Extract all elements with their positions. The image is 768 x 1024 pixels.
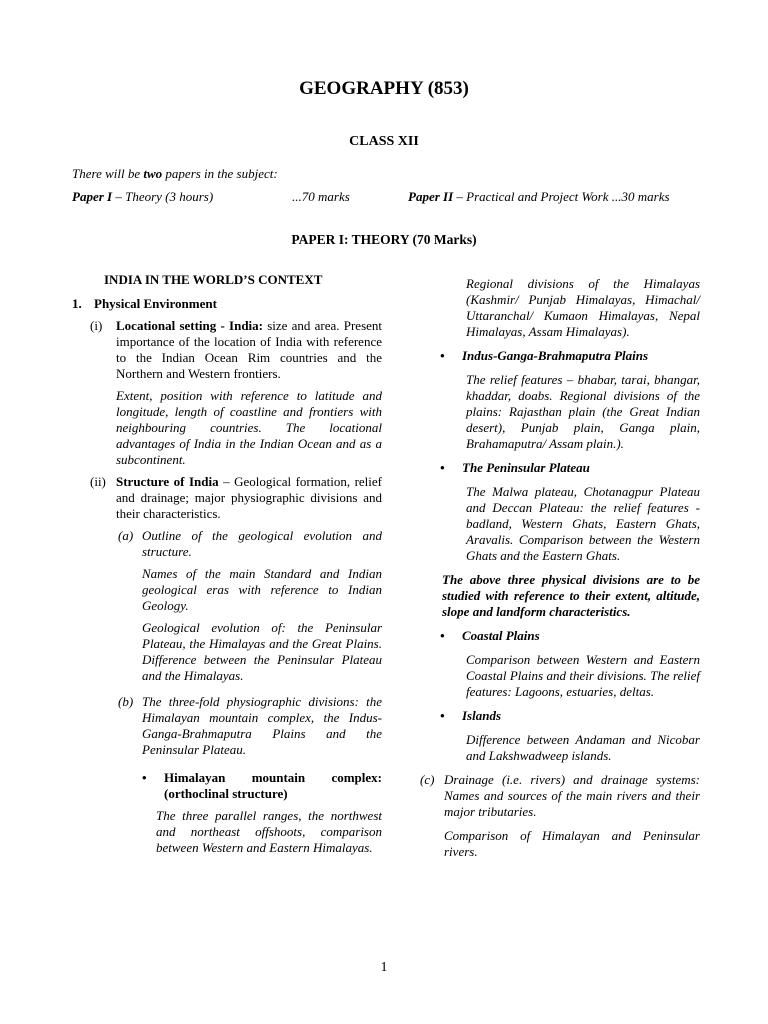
peninsular-text: The Malwa plateau, Chotanagpur Plateau and Deccan Plateau: the relief features - badland, Western Ghats, Eastern Ghats, Aravalis. Comparison between the Western Ghats and the Eastern Ghats. [466, 484, 700, 563]
locational-detail: Extent, position with reference to latitude and longitude, length of coastline and frontiers with neighbouring countries. The locational advantages of India in the Indian Ocean and as a subcontinent. [116, 388, 382, 467]
paper1-info [72, 189, 213, 205]
paper2-label: Paper II [408, 189, 454, 204]
paper2-info [408, 189, 670, 205]
intro-post: papers in the subject: [162, 166, 278, 181]
bullet-islands [440, 708, 700, 724]
class-heading: CLASS XII [349, 134, 419, 149]
bullet-icon: • [440, 460, 445, 475]
bullet-icon: • [440, 628, 445, 643]
bullet-icon: • [440, 348, 445, 363]
bullet-coastal [440, 628, 700, 644]
structure-label: Structure of India [116, 474, 219, 489]
item-number: 1. [72, 296, 82, 311]
roman-numeral: (i) [90, 318, 103, 333]
bullet-icon: • [142, 770, 147, 785]
bullet-indus [440, 348, 700, 364]
subitem-structure [90, 474, 382, 528]
bullet-label: Islands [462, 708, 502, 723]
subitem-locational-setting [90, 318, 382, 474]
bullet-himalayan [142, 770, 382, 802]
left-column [72, 272, 382, 862]
page-number: 1 [380, 960, 388, 975]
coastal-text: Comparison between Western and Eastern Coastal Plains and their divisions. The relief features: Lagoons, estuaries, deltas. [466, 652, 700, 699]
locational-body: size and area. Present importance of the location of India with reference to the Indian Ocean Rim countries and the Northern and Western frontiers. [116, 318, 383, 381]
bullet-label: Indus-Ganga-Brahmaputra Plains [462, 348, 649, 363]
section-title: INDIA IN THE WORLD’S CONTEXT [104, 272, 323, 287]
bullet-icon: • [440, 708, 445, 723]
structure-body: – Geological formation, relief and drainage; major physiographic divisions and their characteristics. [116, 474, 382, 521]
point-b-text: The three-fold physiographic divisions: the Himalayan mountain complex, the Indus-Ganga-Brahmaputra Plains and the Peninsular Plateau. [142, 694, 382, 757]
roman-numeral: (ii) [90, 474, 106, 489]
paper1-marks: ...70 marks [292, 189, 350, 204]
bullet-label: The Peninsular Plateau [462, 460, 590, 475]
himalayan-text: The three parallel ranges, the northwest and northeast offshoots, comparison between Western and Eastern Himalayas. [156, 808, 382, 855]
point-c-text: Drainage (i.e. rivers) and drainage systems: Names and sources of the main rivers and their major tributaries. [444, 772, 700, 819]
paper1-label: Paper I [72, 189, 113, 204]
point-a-text: Outline of the geological evolution and structure. [142, 528, 382, 559]
papers-intro [72, 166, 278, 182]
paper1-text: – Theory (3 hours) [112, 189, 214, 204]
point-c [420, 772, 700, 866]
paper-heading: PAPER I: THEORY (70 Marks) [291, 232, 477, 247]
item-title: Physical Environment [94, 296, 217, 311]
point-a-para2: Geological evolution of: the Peninsular Plateau, the Himalayas and the Great Plains. Difference between the Peninsular Plateau and the Himalayas. [142, 620, 382, 683]
locational-text [116, 318, 382, 382]
himalayan-block [142, 770, 382, 856]
letter-marker: (c) [420, 772, 435, 787]
document-title: GEOGRAPHY (853) [299, 78, 469, 99]
locational-label: Locational setting - India: [116, 318, 263, 333]
bullet-peninsular [440, 460, 700, 476]
bullet-label: Himalayan mountain complex: (orthoclinal structure) [164, 770, 382, 801]
intro-bold: two [143, 166, 163, 181]
regional-text: Regional divisions of the Himalayas (Kashmir/ Punjab Himalayas, Himachal/ Uttaranchal/ Kumaon Himalayas, Nepal Himalayas, Assam Himalayas). [466, 276, 700, 339]
divisions-note: The above three physical divisions are to be studied with reference to their extent, altitude, slope and landform characteristics. [442, 572, 700, 619]
letter-marker: (a) [118, 528, 134, 543]
letter-marker: (b) [118, 694, 134, 709]
point-c-para: Comparison of Himalayan and Peninsular rivers. [444, 828, 700, 859]
item-physical-environment [72, 296, 382, 312]
indus-text: The relief features – bhabar, tarai, bhangar, khaddar, doabs. Regional divisions of the plains: Rajasthan plain (the Great Indian desert), Punjab plain, Ganga plain, Brahamaputra/ Assam plain.). [466, 372, 700, 451]
bullet-label: Coastal Plains [462, 628, 540, 643]
point-b [118, 694, 382, 764]
right-column [420, 276, 700, 870]
islands-text: Difference between Andaman and Nicobar and Lakshwadweep islands. [466, 732, 700, 763]
point-a [118, 528, 382, 690]
point-a-para1: Names of the main Standard and Indian geological eras with reference to Indian Geology. [142, 566, 382, 613]
intro-pre: There will be [72, 166, 144, 181]
paper2-text: – Practical and Project Work ...30 marks [453, 189, 670, 204]
structure-text [116, 474, 382, 522]
